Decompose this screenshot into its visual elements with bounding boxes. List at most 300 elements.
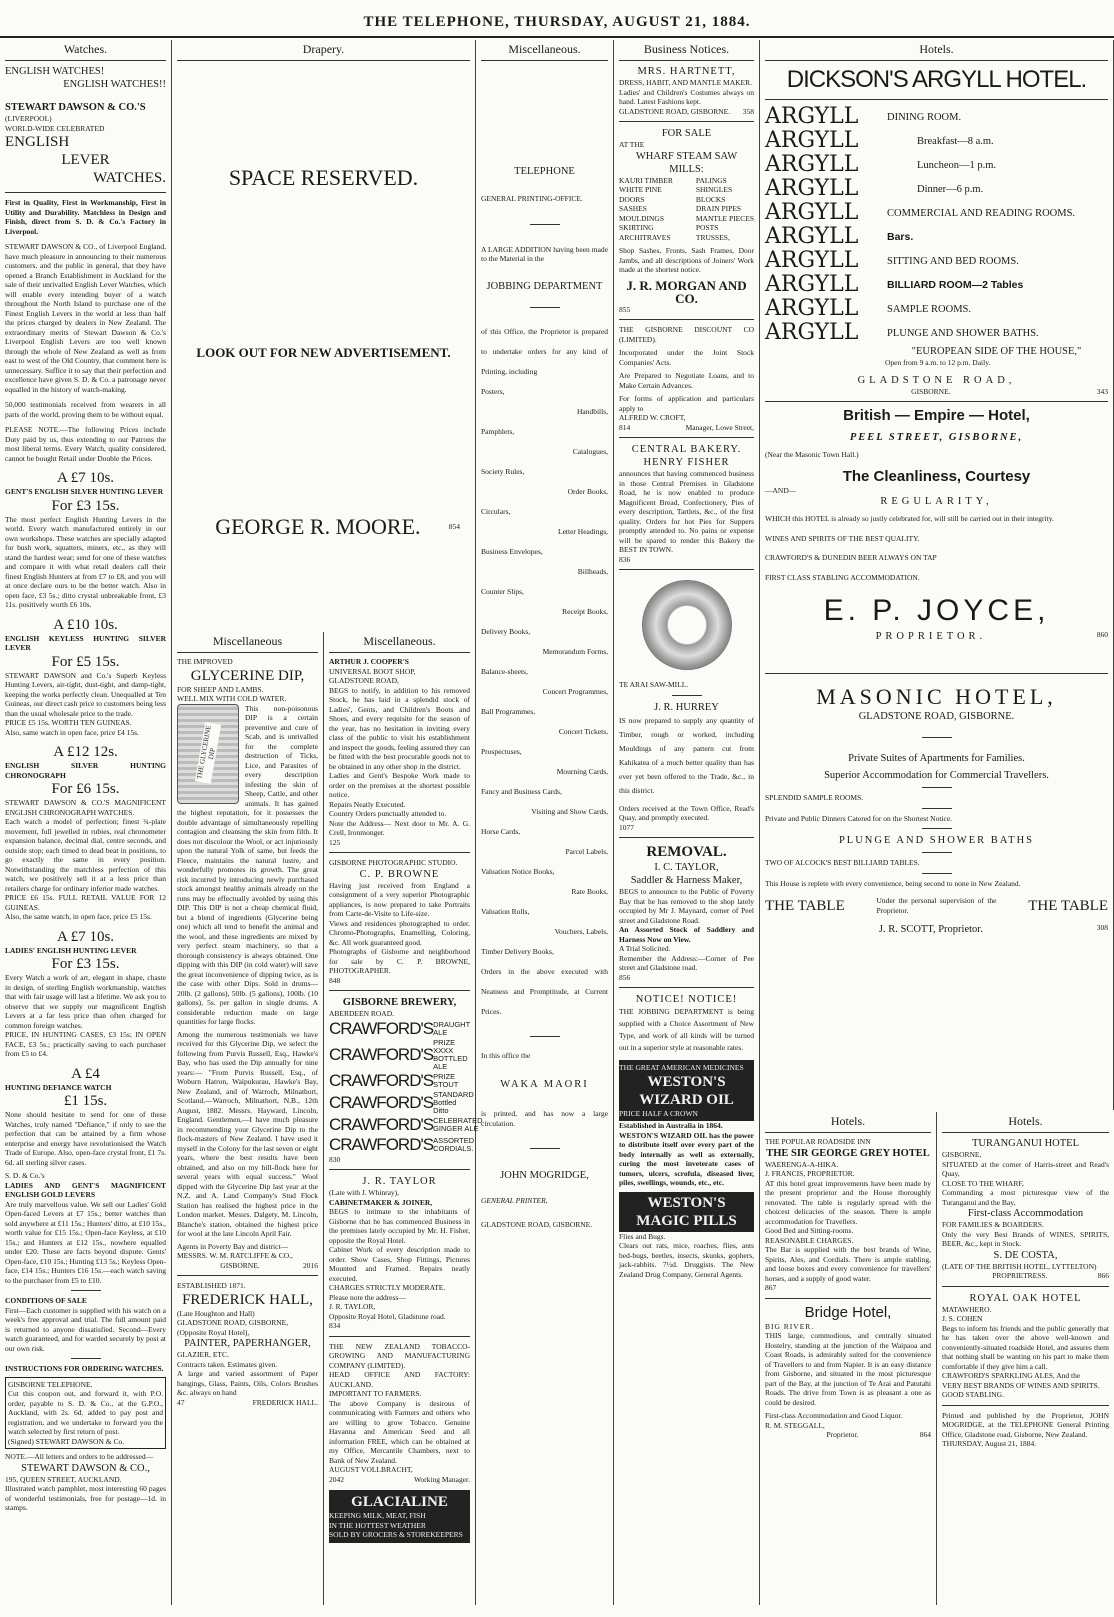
taylor-text: BEGS to intimate to the inhabitants of Gisborne that he has commenced Business in the premises lately occupied by Mr. H. Fisher, opposite the Royal Hotel. [329, 1207, 470, 1245]
crawford-name: CRAWFORD'S [329, 1044, 434, 1064]
peel-street: PEEL STREET, GISBORNE, [849, 432, 1024, 443]
desc-1: The most perfect English Hunting Levers in the world. Every watch manufactured entirely in our own workshops. These watches are specially adapted for bush work, squatters, miners, etc., as they will stand the hardest wear; send for one of these watches and compare it with what retail dealers call their finest English Hunters at from £7 to £8, and you will at once declare ours to be the better watch. Also in open face, £3 5s.; ditto crystal unbreakable front, £3 11s. positively worth £6 10s. [5, 514, 166, 609]
tobacco-manager: Working Manager. [413, 1474, 470, 1484]
saddler-trade: Saddler & Harness Maker, [630, 875, 743, 886]
costa-name: S. DE COSTA, [993, 1249, 1058, 1261]
printing-item: Catalogues, [572, 446, 608, 456]
argyll-feature: DINING ROOM. [887, 111, 962, 123]
browne-views: Views and residences photographed to order. Chromo-Photographs, Enamelling, Coloring, &c. All work guaranteed good. [329, 918, 470, 947]
joyce-name: E. P. JOYCE, [823, 594, 1050, 627]
morgan-name: J. R. MORGAN AND CO. [626, 277, 747, 306]
crawford-kind: PRIZE XXXX BOTTLED ALE [433, 1037, 468, 1071]
misc-c-header: Miscellaneous. [481, 40, 608, 61]
celebrated: WORLD-WIDE CELEBRATED [5, 123, 105, 133]
firm-place: (LIVERPOOL) [5, 114, 52, 123]
browne-text: Having just received from England a consignment of a very superior Photographic appliances, is now prepared to take Portraits from Carte-de-Visite to Life-size. [329, 880, 470, 918]
cooper-number: 125 [329, 837, 341, 847]
firm-name: STEWART DAWSON & CO.'S [5, 102, 146, 113]
close-wharf: CLOSE TO THE WHARF, [942, 1178, 1024, 1188]
situated-text: SITUATED at the corner of Harris-street and Read's Quay, [942, 1159, 1109, 1178]
cooper-order: Ladies and Gent's Bespoke Work made to order on the premises at the shortest possible notice. [329, 771, 470, 799]
in-office: In this office the [481, 1050, 531, 1060]
hall-place: GLADSTONE ROAD, GISBORNE, [177, 1318, 289, 1327]
timber-item: DRAIN PIPES [695, 204, 742, 213]
price-5: A £4 [71, 1065, 100, 1082]
printing-item: Circulars, [481, 506, 511, 516]
westons-established: Established in Australia in 1864. [619, 1121, 723, 1130]
timber-item: PALINGS [695, 175, 727, 185]
removal-heading: REMOVAL. [646, 844, 727, 860]
printing-item: Fancy and Business Cards, [481, 786, 562, 796]
established: ESTABLISHED 1871. [177, 1281, 246, 1290]
browne-number: 848 [329, 975, 341, 985]
argyll-word: ARGYLL [765, 248, 859, 273]
coupon-signature: (Signed) STEWART DAWSON & Co. [8, 1436, 125, 1446]
item-2: ENGLISH KEYLESS HUNTING SILVER LEVER [5, 633, 166, 652]
open-3: Also, the same watch, in open face, price £5 15s. [5, 912, 152, 921]
ic-trial: A Trial Solicited. [619, 944, 671, 953]
printing-items [481, 382, 608, 962]
timber-item: WHITE PINE [619, 185, 662, 194]
scott-number: 308 [1096, 923, 1108, 932]
prepared-text: of this Office, the Proprietor is prepared to undertake orders for any kind of Printing, including [481, 326, 608, 376]
price-3b: PRICE £6 15s. FULL RETAIL VALUE FOR 12 GUINEAS. [5, 893, 166, 912]
ladies-gents: LADIES AND GENT'S MAGNIFICENT ENGLISH GOLD LEVERS [5, 1180, 166, 1199]
hall-name: FREDERICK HALL, [182, 1291, 313, 1308]
superior-accommodation: Superior Accommodation for Commercial Travellers. [824, 770, 1049, 781]
replete-text: This House is replete with every convenience, being second to none in New Zealand. [765, 878, 1021, 888]
misc-b-header: Miscellaneous. [329, 632, 470, 653]
the-table-right: THE TABLE [1028, 897, 1108, 914]
notice-text: THE JOBBING DEPARTMENT is being supplied with a Choice Assortment of New Type, and work of all kinds will be turned out in a superior style at reasonable rates. [619, 1007, 754, 1052]
printing-item: Vouchers, Labels, [554, 926, 608, 936]
argyll-row [765, 177, 1108, 201]
costa-number: 866 [1097, 1271, 1109, 1280]
timber-list-left [619, 176, 673, 243]
hall-trade: PAINTER, PAPERHANGER, [184, 1338, 311, 1349]
fisher-text: announces that having commenced business in those Central Premises in Gladstone Road, he is now enabled to produce Magnificent Bread, Confectionery, Pies of every description, Tartlets, &c., of the first quality. Orders for hot Pies for Suppers promptly attended to. No pains or expense will be spared to render this Bakery the BEST IN TOWN. [619, 469, 754, 554]
pills-title: MAGIC PILLS [636, 1212, 737, 1229]
very-best-brands: VERY BEST BRANDS OF WINES AND SPIRITS. [942, 1380, 1100, 1390]
hall-late: (Late Houghton and Hall) [177, 1308, 255, 1318]
argyll-feature: Bars. [887, 230, 914, 243]
argyll-row [765, 249, 1108, 273]
desc-2: STEWART DAWSON and Co.'s Superb Keyless Hunting Levers, air-tight, dust-tight, and damp-tight, keeping the works perfectly clean. Unequalled at Ten Guineas, our direct cash price to customers being less than the usual wholesale price to the trade. [5, 670, 166, 718]
for-sale: FOR SALE [661, 128, 712, 139]
good-stabling: GOOD STABLING. [942, 1390, 1004, 1399]
timber-item: SHINGLES [695, 185, 733, 194]
discount-text: Incorporated under the Joint Stock Companies' Acts. [619, 348, 754, 367]
price-3: A £12 12s. [53, 744, 118, 760]
stabling-text: FIRST CLASS STABLING ACCOMMODATION. [765, 572, 920, 582]
argyll-row [765, 225, 1108, 249]
hotels-column [760, 40, 1114, 1110]
agents: Agents in Poverty Bay and district— [177, 1241, 289, 1251]
conditions-text: First—Each customer is supplied with his watch on a week's free approval and trial. The full amount paid is returned to anyone dissatisfied. Second—Every watch guaranteed, and for warded securely by post at our own risk. [5, 1305, 166, 1353]
misc-a-header: Miscellaneous [177, 632, 318, 653]
hotels-sub-right-column [937, 1112, 1114, 1605]
scott-proprietor: J. R. SCOTT, Proprietor. [878, 924, 983, 935]
croft-number: 814 [619, 422, 631, 432]
turanganui-hotel: TURANGANUI HOTEL [971, 1138, 1080, 1149]
flies-heading: Flies and Bugs. [619, 1231, 666, 1241]
dip-text: This non-poisonous DIP is a certain preventive and cure of Scab, and is unrivalled for the complete destruction of Ticks, Lice, and Parasites of every description infesting the skin of Sheep, Cattle, and other animals. It has gained the highest reputation, for it possesses the double advantage of simultaneously repelling contagion and cleansing the skin from filth. It does not discolour the Wool, or act injuriously upon the natural Yolk of same, but feeds the Fleece, maintains the natural lustre, and wonderfully promotes its growth. The great risk incurred by introducing newly purchased stock amongst healthy animals already on the runs may be effectually avoided by using this DIP. This DIP is not a cheap chemical fluid, but a blend of ingredients (Glycerine being one) which all tend to benefit the animal and the wool, and these ingredients are mixed by very perfect steam machinery, so that a thorough consistency is always obtained. One dipping with this DIP (in cold water) will save the great inconvenience of dipping twice, as is the case with other Dips. Sold in drums—20lb. (2 gallons), 50lb. (5 gallons), 100lb. (10 gallons), 5s. per gallon in single drums. A considerable reduction made on large quantities for large flocks. [177, 703, 318, 1026]
for-2: For £5 15s. [51, 653, 120, 670]
crawford-name: CRAWFORD'S [329, 1134, 434, 1154]
taylor-late: (Late with J. Whinray), [329, 1188, 400, 1197]
cooper-address: Note the Address— Next door to Mr. A. G. Crell, Ironmonger. [329, 818, 470, 837]
desc-4: Every Watch a work of art, elegant in shape, chaste in design, of sterling English workmanship, watches that with fair usage will last a lifetime. We ask you to observe that we supply our magnificent English Levers at a far less price than often charged for common foreign watches. [5, 973, 166, 1030]
hurrey-number: 1077 [619, 822, 634, 832]
hall-opposite: (Opposite Royal Hotel), [177, 1327, 250, 1337]
popular-inn: THE POPULAR ROADSIDE INN [765, 1137, 871, 1146]
pamphlet-text: Illustrated watch pamphlet, most interesting 60 pages of wonderful testimonials, free for postage—1d. in stamps. [5, 1484, 166, 1512]
brewery-road: ABERDEEN ROAD. [329, 1009, 394, 1018]
cohen-text: Begs to inform his friends and the public generally that he has taken over the above well-known and conveniently-situated roadside Hotel, and assures them that nothing shall be wanting on his part to make them comfortable if they give him a call. [942, 1323, 1109, 1371]
orders-text: Orders in the above executed with Neatness and Promptitude, at Current Prices. [481, 966, 608, 1016]
hartnett-address: GLADSTONE ROAD, GISBORNE. [619, 106, 731, 116]
argyll-feature: Breakfast—8 a.m. [917, 135, 994, 147]
croft-name: ALFRED W. CROFT, [619, 413, 686, 422]
first-class-accommodation: First-class Accommodation [967, 1208, 1084, 1219]
taylor-note: Please note the address— [329, 1292, 406, 1302]
argyll-word: ARGYLL [765, 272, 859, 297]
argyll-word: ARGYLL [765, 200, 859, 225]
wharf-mills: WHARF STEAM SAW MILLS: [635, 150, 738, 175]
browne-signature: Photographs of Gisborne and neighborhood for sale by C. P. BROWNE, PHOTOGRAPHER. [329, 947, 470, 975]
argyll-word: ARGYLL [765, 128, 859, 153]
glycerine-jar-image [177, 704, 239, 804]
cooper-repairs: Repairs Neatly Executed. [329, 799, 406, 809]
royal-oak-hotel: ROYAL OAK HOTEL [969, 1292, 1082, 1304]
printing-item: Billheads, [577, 566, 608, 576]
crawford-row [329, 1089, 474, 1115]
timber-item: SASHES [619, 204, 647, 213]
address-note: NOTE.—All letters and orders to be addressed— [5, 1452, 154, 1461]
ic-number: 856 [619, 972, 631, 982]
cohen-name: J. S. COHEN [942, 1314, 983, 1323]
printing-item: Delivery Books, [481, 626, 531, 636]
joyce-number: 860 [1096, 630, 1108, 639]
desc-6: Are truly marvellous value. We sell our Ladies' Gold Open-faced Levers at £7 15s.; better watches than sold anywhere at £11 15s.; Hunters' ditto, at £10 15s., worth value for £15 15s.; Open-face Keyless, at £10 15s.; and Hunters at £12 15s., nowhere equalled under £20. These are facts beyond dispute. Gents' Open-face, £10 15s.; Hunting £13 5s.; Keyless Open-face, £14 15s.; Hunters £16 15s.—each watch saving to the purchaser from £5 to £10. [5, 1199, 166, 1285]
watches-column [0, 40, 172, 1605]
crawford-name: CRAWFORD'S [329, 1114, 434, 1134]
discount-heading: THE GISBORNE DISCOUNT CO (LIMITED). [619, 325, 754, 344]
hotels-sub-left-column [760, 1112, 937, 1605]
glycerine-dip: GLYCERINE DIP, [190, 667, 305, 684]
dinners: Private and Public Dinners Catered for on the Shortest Notice. [765, 813, 953, 823]
argyll-word: ARGYLL [765, 104, 859, 129]
argyll-feature: COMMERCIAL AND READING ROOMS. [887, 207, 1076, 219]
sample-rooms: SPLENDID SAMPLE ROOMS. [765, 793, 864, 802]
masthead: THE TELEPHONE, THURSDAY, AUGUST 21, 1884. [363, 14, 751, 30]
taylor-opposite: Opposite Royal Hotel, Gladstone road. [329, 1311, 446, 1321]
well-mix: WELL MIX WITH COLD WATER. [177, 694, 287, 703]
plunge-baths: PLUNGE AND SHOWER BATHS [838, 835, 1035, 846]
first-class-liquor: First-class Accommodation and Good Liquor. [765, 1411, 903, 1420]
argyll-row [765, 153, 1108, 177]
testimonials-text: 50,000 testimonials received from wearers in all parts of the world, proving them to be without equal. [5, 400, 166, 419]
printing-item: Letter Headings, [558, 526, 608, 536]
argyll-feature: SAMPLE ROOMS. [887, 303, 972, 315]
look-out-notice: LOOK OUT FOR NEW ADVERTISEMENT. [196, 345, 451, 360]
printing-item: Pamphlets, [481, 426, 515, 436]
good-bed: Good Bed and Sitting-rooms. [765, 1226, 854, 1235]
item-4: LADIES' ENGLISH HUNTING LEVER [5, 945, 137, 955]
european-side: "EUROPEAN SIDE OF THE HOUSE," [911, 346, 1082, 357]
table-note: Under the personal supervision of the Proprietor. [876, 896, 997, 915]
printing-office: GENERAL PRINTING-OFFICE. [481, 194, 583, 203]
printing-item: Concert Programmes, [542, 686, 608, 696]
printing-item: Prospectuses, [481, 746, 522, 756]
glacialine-sold: SOLD BY GROCERS & STOREKEEPERS [329, 1530, 463, 1539]
discount-loans: Are Prepared to Negotiate Loans, and to Make Certain Advances. [619, 371, 754, 390]
hartnett-text: Ladies' and Children's Costumes always on hand. Latest Fashions kept. [619, 87, 754, 106]
timber-item: BLOCKS [695, 194, 726, 204]
printing-item: Receipt Books, [562, 606, 608, 616]
billiard-tables: TWO OF ALCOCK'S BEST BILLIARD TABLES. [765, 858, 920, 867]
shop-sashes: Shop Sashes, Fronts, Sash Frames, Door Jambs, and all descriptions of Joiners' Work made at the shortest notice. [619, 246, 754, 274]
imprint-date: THURSDAY, August 21, 1884. [942, 1439, 1037, 1448]
general-printer: GENERAL PRINTER, [481, 1196, 548, 1205]
glacialine-title: GLACIALINE [351, 1494, 448, 1510]
big-river: BIG RIVER. [765, 1321, 815, 1331]
hartnett-trade: DRESS, HABIT, AND MANTLE MAKER. [619, 78, 752, 87]
crawford-list [329, 1018, 483, 1155]
argyll-word: ARGYLL [765, 152, 859, 177]
crawford-kind: STANDARD Bottled Ditto [433, 1089, 474, 1115]
coupon-heading: GISBORNE TELEPHONE. [8, 1379, 93, 1389]
cooper-shop: UNIVERSAL BOOT SHOP, [329, 666, 416, 676]
printed-text: is printed, and has now a large circulation. [481, 1109, 608, 1128]
for-sheep: FOR SHEEP AND LAMBS. [177, 684, 264, 694]
tobacco-number: 2042 [329, 1474, 344, 1484]
misc-b-column [324, 632, 483, 1605]
watches-heading: WATCHES. [93, 170, 166, 186]
commanding-text: Commanding a most picturesque view of the Turanganui and the Bay, [942, 1188, 1109, 1207]
printing-item: Balance-sheets, [481, 666, 528, 676]
saw-blade-image [642, 580, 732, 670]
bridge-hotel: Bridge Hotel, [804, 1303, 892, 1321]
addition-text: A LARGE ADDITION having been made to the Material in the [481, 244, 608, 263]
hurrey-text: IS now prepared to supply any quantity of Timber, rough or worked, including Mouldings of any pattern cut from Kahikatea of a much better quality than has ever yet been offered to the Trade, &c., in this district. [619, 715, 754, 795]
taylor-signature: J. R. TAYLOR, [329, 1302, 376, 1311]
magic-pills-ad [619, 1192, 754, 1232]
quality-text: First in Quality, First in Workmanship, First in Utility and Durability. Matchless in Design and Finish, direct from S. D. & Co.'s Factory in Liverpool. [5, 198, 166, 236]
ic-text: BEGS to announce to the Public of Poverty Bay that he has removed to the shop lately occupied by Mr J. Maynard, corner of Peel street and Gladstone Road. [619, 887, 754, 925]
near-masonic: (Near the Masonic Town Hall.) [765, 450, 859, 459]
misc-a-column [172, 632, 324, 1605]
costa-late: (LATE OF THE BRITISH HOTEL, LYTTELTON) [942, 1261, 1097, 1271]
timber-item: MANTLE PIECES [695, 213, 754, 223]
sawmill-name: TE ARAI SAW-MILL. [619, 680, 689, 689]
crawford-row [329, 1039, 470, 1071]
printing-item: Concert Tickets, [558, 726, 608, 736]
item-3: ENGLISH SILVER HUNTING CHRONOGRAPH [5, 761, 166, 780]
hurrey-name: J. R. HURREY [654, 701, 719, 713]
westons-text: WESTON'S WIZARD OIL has the power to distribute itself over every part of the body internally as well as externally, curing the most inveterate cases of tumors, ulcers, scrofula, diseased liver, piles, swellings, wounds, etc., etc. [619, 1130, 754, 1187]
printing-item: Visiting and Show Cards, [531, 806, 608, 816]
business-header: Business Notices. [619, 40, 754, 61]
argyll-number: 343 [1096, 386, 1108, 396]
jobbing-department: JOBBING DEPARTMENT [486, 280, 603, 292]
printing-item: Memorandum Forms, [542, 646, 608, 656]
printing-item: Business Envelopes, [481, 546, 543, 556]
printing-item: Horse Cards, [481, 826, 521, 836]
hotels-header: Hotels. [765, 40, 1108, 61]
hall-number: 47 [177, 1397, 185, 1407]
space-reserved: SPACE RESERVED. [228, 165, 419, 190]
english-heading: ENGLISH [5, 134, 70, 150]
argyll-feature: SITTING AND BED ROOMS. [887, 255, 1019, 267]
price-1: A £7 10s. [56, 470, 115, 486]
cooper-road: GLADSTONE ROAD, [329, 676, 399, 685]
address-street: 195, QUEEN STREET, AUCKLAND. [5, 1474, 122, 1484]
studio-heading: GISBORNE PHOTOGRAPHIC STUDIO. [329, 858, 458, 867]
conditions-heading: CONDITIONS OF SALE [5, 1296, 87, 1305]
francis-text: AT this hotel great improvements have been made by the present proprietor and the House thoroughly renovated. The table is regularly spread with the choicest delicacies of the season. There is ample accommodation for Travellers. [765, 1178, 931, 1226]
tobacco-text: The above Company is desirous of communicating with Farmers and others who are willing to grow Tobacco. Genuine Havanna and American Seed and all information FREE, which can be obtained at my Office, Mercantile Chambers, next to Bank of New Zealand. [329, 1398, 470, 1465]
matawhero: MATAWHERO. [942, 1304, 992, 1314]
timber-item: ARCHITRAVES [619, 232, 671, 242]
price-2: A £10 10s. [53, 616, 118, 633]
timber-item: TRUSSES, [695, 232, 730, 242]
item-5: HUNTING DEFIANCE WATCH [5, 1082, 112, 1092]
moore-name: GEORGE R. MOORE. [215, 514, 421, 539]
for-4: For £3 15s. [51, 956, 120, 972]
price-4b: PRICE, IN HUNTING CASES, £3 15s; IN OPEN FACE, £3 5s.; practically saving to each purchaser from £5 to £4. [5, 1030, 166, 1058]
crawford-row [329, 1019, 470, 1039]
glacialine-weather: IN THE HOTTEST WEATHER [329, 1520, 426, 1530]
tobacco-heading: THE NEW ZEALAND TOBACCO-GROWING AND MANUFACTURING COMPANY (LIMITED). [329, 1341, 470, 1370]
glacialine-ad [329, 1490, 470, 1543]
instructions-heading: INSTRUCTIONS FOR ORDERING WATCHES. [5, 1364, 164, 1373]
westons-price: PRICE HALF A CROWN [619, 1108, 698, 1118]
taylor-name: J. R. TAYLOR [362, 1176, 437, 1187]
taylor-charges: CHARGES STRICTLY MODERATE. [329, 1283, 446, 1292]
printing-item: Mourning Cards, [556, 766, 608, 776]
price-4: A £7 10s. [56, 928, 115, 945]
costa-role: PROPRIETRESS. [992, 1271, 1048, 1280]
crawford-name: CRAWFORD'S [329, 1018, 434, 1038]
mogridge-name: JOHN MOGRIDGE, [500, 1170, 589, 1181]
sub-right-header: Hotels. [942, 1112, 1109, 1133]
sir-george-grey: THE SIR GEORGE GREY HOTEL [766, 1147, 930, 1159]
hall-contracts: Contracts taken. Estimates given. [177, 1359, 278, 1369]
francis-number: 867 [765, 1283, 777, 1292]
crawford-row [329, 1071, 470, 1091]
masonic-hotel: MASONIC HOTEL, [816, 684, 1057, 709]
argyll-road: GLADSTONE ROAD, [857, 374, 1016, 386]
english-watches-1: ENGLISH WATCHES! [5, 66, 105, 77]
timber-item: POSTS [695, 223, 719, 232]
telephone-title: TELEPHONE [514, 166, 575, 177]
tobacco-signature: AUGUST VOLLBRACHT, [329, 1465, 413, 1474]
dip-testimonials: Among the numerous testimonials we have received for this Glycerine Dip, we select the following from Purvis Russell, Esq., Hawke's Bay, who has used the Dip annually for nine years:— "From Purvis Russell, Esq., of Woburn Hatron, Waipukurau, Hawke's Bay, New Zealand, and of Warroch, Milnathort, Scotland.—Warroch, Milnathort, N.B., 12th August, 1882. Messrs. Hayward, Lincoln, England. Gentlemen,—I have much pleasure in recommending your Glycerine Dip to the flock-masters of New Zealand. I have used it myself in the Colony for the last seven or eight years, where the best results have been obtained, and also on my hill-flock here for several years with equal success." Wool dipped with the Glycerine Dip last year at the N.Z. and A. Land Company's Stud Flock Station has realised the highest price in the London market. Messrs. Dalgety, M. Lincoln, Blanche's station, obtained the highest price for wool at the late Lincoln April Fair. [177, 1029, 319, 1238]
turanganui-town: GISBORNE, [942, 1150, 982, 1159]
argyll-row [765, 297, 1108, 321]
for-3: For £6 15s. [51, 781, 120, 797]
argyll-row [765, 321, 1108, 345]
families-boarders: FOR FAMILIES & BOARDERS. [942, 1220, 1044, 1229]
argyll-word: ARGYLL [765, 224, 859, 249]
argyll-word: ARGYLL [765, 176, 859, 201]
westons-wizard-oil-ad [619, 1060, 754, 1121]
english-watches-2: ENGLISH WATCHES!! [63, 79, 166, 90]
hall-glazier: GLAZIER, ETC. [177, 1350, 229, 1359]
printing-item: Handbills, [576, 406, 608, 416]
tobacco-office: HEAD OFFICE AND FACTORY: AUCKLAND. [329, 1370, 470, 1389]
dickson-hotel: DICKSON'S ARGYLL HOTEL. [786, 66, 1087, 93]
taylor-work: Cabinet Work of every description made to order. Show Cases, Shop Fittings, Pictures Mounted and Framed. Repairs neatly executed. [329, 1245, 470, 1283]
order-coupon [5, 1377, 166, 1450]
waerenga: WAERENGA-A-HIKA. [765, 1159, 839, 1169]
ic-taylor-name: I. C. TAYLOR, [654, 862, 719, 873]
the-table-left: THE TABLE [765, 897, 845, 914]
argyll-row [765, 129, 1108, 153]
printing-item: Ball Programmes, [481, 706, 536, 716]
printing-item: Valuation Notice Books, [481, 866, 555, 876]
business-column [614, 40, 760, 1605]
for-5: £1 15s. [63, 1093, 108, 1109]
agents-number: 2016 [303, 1260, 318, 1270]
argyll-row [765, 201, 1108, 225]
browne-name: C. P. BROWNE [359, 868, 440, 880]
crawford-name: CRAWFORD'S [329, 1070, 434, 1090]
masthead-rule [0, 36, 1114, 38]
wizard-oil-title: WIZARD OIL [639, 1091, 734, 1108]
cooper-text: BEGS to notify, in addition to his removed Stock, he has laid in a splendid stock of Ladies', Gents, and Children's Boots and Shoes, and every requisite for the season of the year, has no hesitation in inviting every class of the public to visit his establishment and inspect the goods, feeling assured they can be fitted with the best procurable goods not to be obtained in any other shop in the district. [329, 685, 470, 771]
timber-item: MOULDINGS [619, 213, 664, 223]
british-empire-hotel: British — Empire — Hotel, [843, 407, 1030, 424]
sd-co: S. D. & Co.'s [5, 1171, 45, 1180]
francis-proprietor: J. FRANCIS, PROPRIETOR. [765, 1169, 855, 1178]
crawford-row [329, 1134, 475, 1155]
argyll-row [765, 105, 1108, 129]
hartnett-number: 358 [742, 106, 754, 116]
argyll-feature: Dinner—6 p.m. [917, 183, 984, 195]
crawford-name: CRAWFORD'S [329, 1092, 434, 1112]
improved: THE IMPROVED [177, 657, 233, 666]
joyce-proprietor: PROPRIETOR. [875, 631, 987, 642]
regularity: REGULARITY, [880, 496, 993, 507]
misc-c-column [476, 40, 614, 1605]
crawford-kind: PRIZE STOUT [433, 1071, 459, 1089]
crawford-kind: CELEBRATED GINGER ALE [433, 1115, 483, 1133]
flies-text: Clears out rats, mice, roaches, flies, ants bed-bugs, beetles, insects, skunks, gophers, jack-rabbits. 7½d. Druggists. The New Zealand Drug Company, General Agents. [619, 1241, 754, 1279]
notice-heading: NOTICE! NOTICE! [635, 994, 738, 1005]
fisher-name: HENRY FISHER [643, 457, 730, 468]
glacialine-keeping: KEEPING MILK, MEAT, FISH [329, 1511, 426, 1520]
timber-item: SKIRTING [619, 223, 654, 232]
brewery-name: GISBORNE BREWERY, [342, 997, 457, 1008]
waka-maori: WAKA MAORI [500, 1079, 589, 1090]
sub-left-header: Hotels. [765, 1112, 931, 1133]
printing-item: Timber Delivery Books, [481, 946, 554, 956]
argyll-list [765, 105, 1108, 345]
ic-stock: An Assorted Stock of Saddlery and Harness Now on View. [619, 925, 754, 944]
which-text: WHICH this HOTEL is already so justly celebrated for, will still be carried out in their integrity. [765, 514, 1054, 523]
watches-header: Watches. [5, 40, 166, 61]
discount-forms: For forms of application and particulars apply to [619, 394, 754, 413]
morgan-number: 855 [619, 304, 631, 314]
sparkling-ales: CRAWFORD'S SPARKLING ALES, And the [942, 1371, 1081, 1380]
desc-3: Each watch a model of perfection; finest ¾-plate movement, full jewelled in rubies, real chronometer expansion balance, decimal dial, centre seconds, and outside stop; each timed to dead beat in positions, to go exactly the same in every position. Notwithstanding the matchless perfection of this watch, we positively sell it at a less price than retailers charge for ordinary inferior made watches. [5, 817, 166, 893]
open-2: Also, same watch in open face, price £4 15s. [5, 727, 139, 737]
jar-label: THE GLYCERINE DIP [195, 722, 221, 784]
printing-item: Society Rules, [481, 466, 525, 476]
argyll-word: ARGYLL [765, 296, 859, 321]
